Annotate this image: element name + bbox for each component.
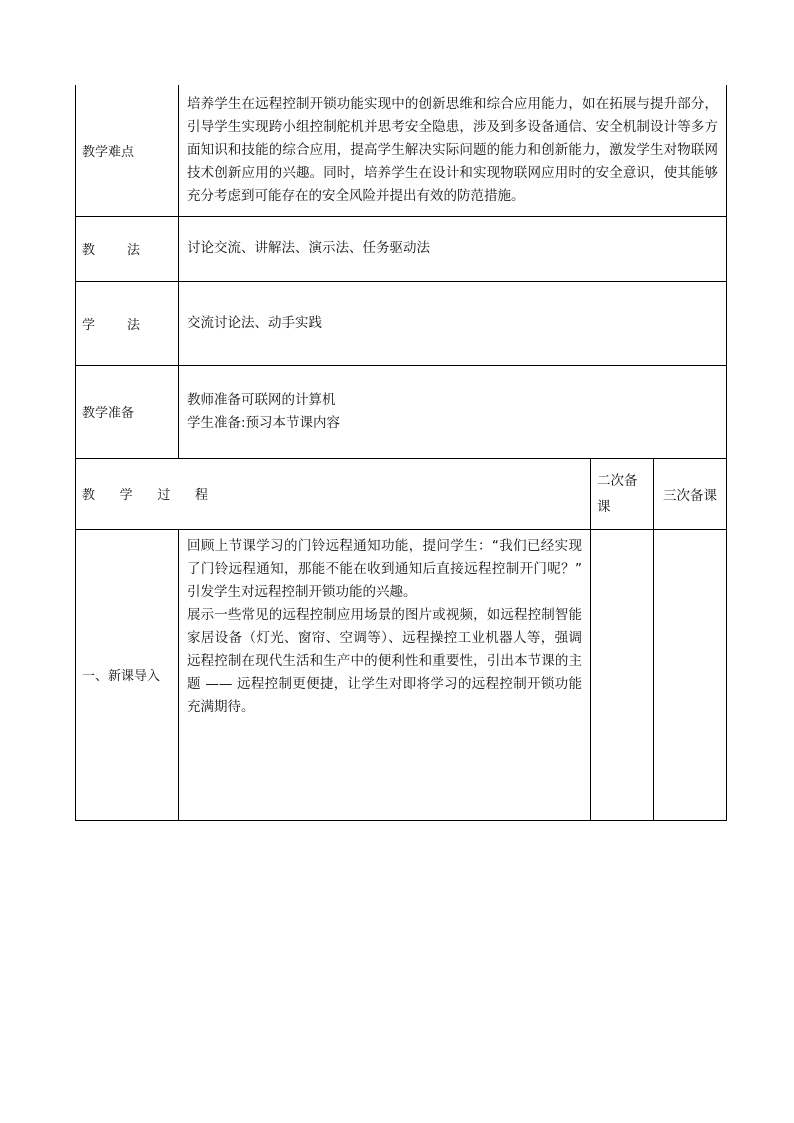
teaching-method-label (76, 216, 179, 281)
teaching-method-label-char-2: 法 (126, 243, 140, 258)
learning-method-label (76, 281, 179, 365)
second-prep-header: 二次备课 (591, 458, 654, 529)
process-label-char-2: 学 (119, 488, 133, 503)
intro-paragraph-review: 回顾上节课学习的门铃远程通知功能，提问学生：“我们已经实现了门铃远程通知，那能不能在收到通知后直接远程控制开门呢？” 引发学生对远程控制开锁功能的兴趣。 (187, 537, 582, 600)
third-prep-header: 三次备课 (654, 458, 727, 529)
process-header-row (76, 458, 727, 529)
preparation-label: 教学准备 (76, 365, 179, 458)
intro-paragraph-showcase: 展示一些常见的远程控制应用场景的图片或视频，如远程控制智能家居设备（灯光、窗帘、空调等）、远程操控工业机器人等，强调远程控制在现代生活和生产中的便利性和重要性，引出本节课的主题 —— 远程控制更便捷，让学生对即将学习的远程控制开锁功能充满期待。 (187, 606, 582, 715)
learning-method-row (76, 281, 727, 365)
intro-third-prep-cell[interactable] (654, 529, 727, 820)
teaching-method-label-char-1: 教 (82, 243, 96, 258)
learning-method-content: 交流讨论法、动手实践 (179, 281, 727, 365)
teaching-method-row (76, 216, 727, 281)
preparation-line-student: 学生准备:预习本节课内容 (187, 414, 341, 431)
learning-method-label-char-2: 法 (126, 317, 140, 333)
lesson-plan-table (75, 85, 727, 821)
difficulty-text: 培养学生在远程控制开锁功能实现中的创新思维和综合应用能力，如在拓展与提升部分，引导学生实现跨小组控制舵机并思考安全隐患，涉及到多设备通信、安全机制设计等多方面知识和技能的综合应用，提高学生解决实际问题的能力和创新能力，激发学生对物联网技术创新应用的兴趣。同时，培养学生在设计和实现物联网应用时的安全意识，使其能够充分考虑到可能存在的安全风险并提出有效的防范措施。 (187, 95, 719, 204)
intro-row (76, 529, 727, 820)
process-label-char-4: 程 (194, 488, 208, 503)
learning-method-label-char-1: 学 (82, 317, 96, 333)
process-label-char-1: 教 (82, 488, 96, 503)
preparation-content (179, 365, 727, 458)
preparation-row (76, 365, 727, 458)
difficulty-content (179, 85, 727, 216)
intro-second-prep-cell[interactable] (591, 529, 654, 820)
intro-label: 一、新课导入 (76, 529, 179, 820)
teaching-method-content: 讨论交流、讲解法、演示法、任务驱动法 (179, 216, 727, 281)
preparation-line-teacher: 教师准备可联网的计算机 (187, 391, 336, 408)
difficulty-row (76, 85, 727, 216)
difficulty-label: 教学难点 (76, 85, 179, 216)
process-header-label (76, 458, 591, 529)
process-label-char-3: 过 (157, 488, 171, 503)
intro-content (179, 529, 591, 820)
